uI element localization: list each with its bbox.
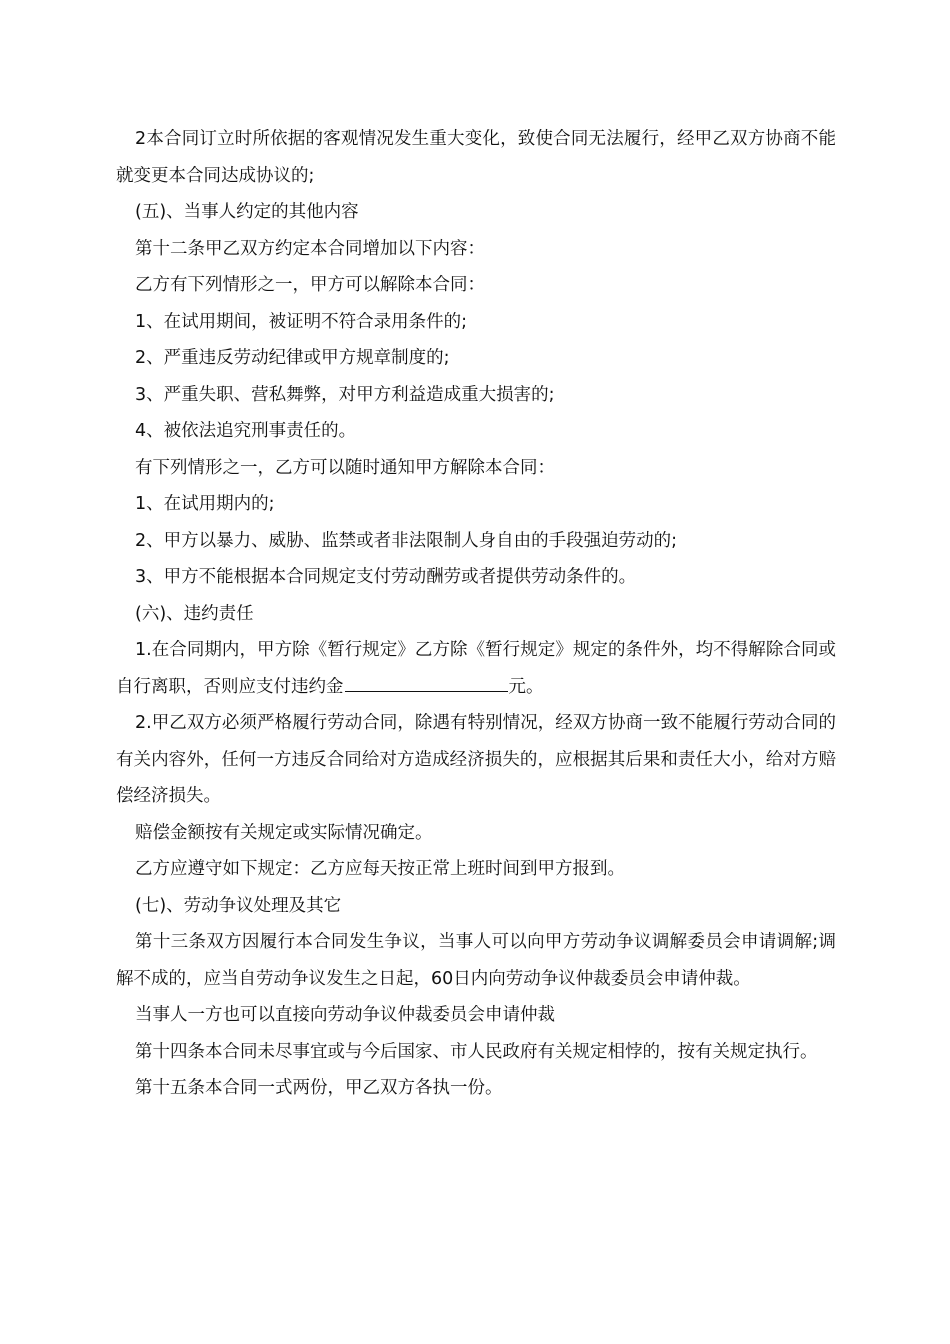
clause-paragraph: 乙方有下列情形之一，甲方可以解除本合同： bbox=[135, 275, 485, 295]
list-item: 4、被依法追究刑事责任的。 bbox=[135, 421, 357, 441]
list-item: 1、在试用期内的; bbox=[135, 494, 275, 514]
clause-paragraph: 2本合同订立时所依据的客观情况发生重大变化，致使合同无法履行，经甲乙双方协商不能就变更本合同达成协议的; bbox=[116, 129, 836, 186]
clause-paragraph: 当事人一方也可以直接向劳动争议仲裁委员会申请仲裁 bbox=[135, 1005, 555, 1025]
document-body bbox=[116, 121, 836, 1107]
list-item: 3、甲方不能根据本合同规定支付劳动酬劳或者提供劳动条件的。 bbox=[135, 567, 637, 587]
penalty-clause-text: 1.在合同期内，甲方除《暂行规定》乙方除《暂行规定》规定的条件外，均不得解除合同或自行离职，否则应支付违约金 bbox=[116, 640, 836, 697]
clause-paragraph: 第十三条双方因履行本合同发生争议，当事人可以向甲方劳动争议调解委员会申请调解;调解不成的，应当自劳动争议发生之日起，60日内向劳动争议仲裁委员会申请仲裁。 bbox=[116, 932, 836, 989]
clause-paragraph: 乙方应遵守如下规定：乙方应每天按正常上班时间到甲方报到。 bbox=[135, 859, 625, 879]
clause-paragraph: 第十五条本合同一式两份，甲乙双方各执一份。 bbox=[135, 1078, 503, 1098]
section-heading: (六)、违约责任 bbox=[135, 603, 254, 624]
penalty-clause-unit: 元。 bbox=[508, 676, 544, 697]
clause-paragraph: 第十二条甲乙双方约定本合同增加以下内容： bbox=[135, 238, 485, 259]
clause-paragraph: 第十四条本合同未尽事宜或与今后国家、市人民政府有关规定相悖的，按有关规定执行。 bbox=[135, 1041, 818, 1062]
section-heading: (五)、当事人约定的其他内容 bbox=[135, 202, 359, 222]
list-item: 2、甲方以暴力、威胁、监禁或者非法限制人身自由的手段强迫劳动的; bbox=[135, 530, 678, 551]
penalty-clause bbox=[116, 632, 836, 705]
section-heading: (七)、劳动争议处理及其它 bbox=[135, 895, 342, 916]
clause-paragraph: 赔偿金额按有关规定或实际情况确定。 bbox=[135, 822, 433, 843]
list-item: 1、在试用期间，被证明不符合录用条件的; bbox=[135, 311, 468, 332]
penalty-amount-blank bbox=[345, 671, 508, 692]
clause-paragraph: 有下列情形之一，乙方可以随时通知甲方解除本合同： bbox=[135, 457, 555, 478]
list-item: 3、严重失职、营私舞弊，对甲方利益造成重大损害的; bbox=[135, 384, 555, 405]
list-item: 2、严重违反劳动纪律或甲方规章制度的; bbox=[135, 348, 450, 368]
clause-paragraph: 2.甲乙双方必须严格履行劳动合同，除遇有特别情况，经双方协商一致不能履行劳动合同的有关内容外，任何一方违反合同给对方造成经济损失的，应根据其后果和责任大小，给对方赔偿经济损失。 bbox=[116, 713, 836, 806]
